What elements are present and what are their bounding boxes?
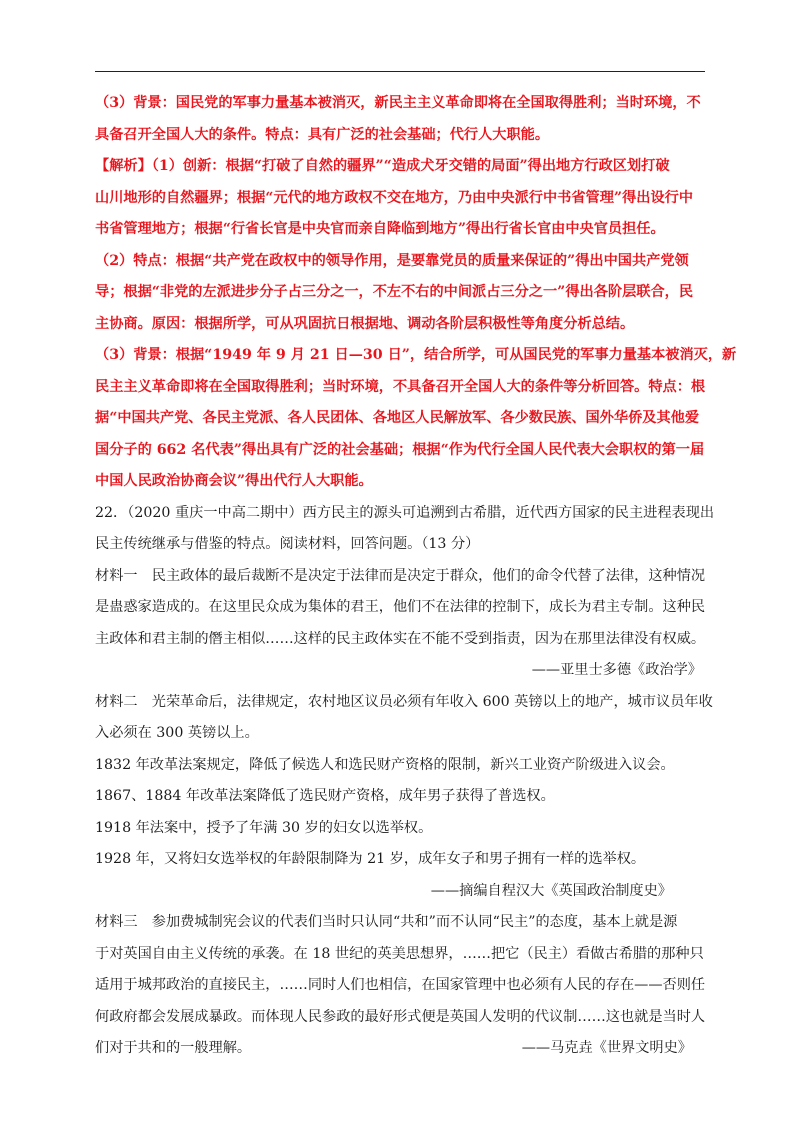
- analysis-part3-line: 国分子的 662 名代表”得出具有广泛的社会基础；根据“作为代行全国人民代表大会职权的第一届: [95, 441, 705, 458]
- material3-line: 材料三 参加费城制宪会议的代表们当时只认同“共和”而不认同“民主”的态度，基本上就是源: [95, 914, 678, 930]
- analysis-part1-line: 书省管理地方；根据“行省长官是中央官而亲自降临到地方”得出行省长官由中央官员担任。: [95, 221, 665, 237]
- analysis-text: （1）创新：根据“打破了自然的疆界”“造成犬牙交错的局面”得出地方行政区划打破: [151, 158, 670, 174]
- material2-line: 1928 年，又将妇女选举权的年龄限制降为 21 岁，成年女子和男子拥有一样的选举权。: [95, 851, 646, 867]
- material3-line: 们对于共和的一般理解。: [95, 1040, 252, 1056]
- material2-source: ——摘编自程汉大《英国政治制度史》: [430, 882, 672, 899]
- material1-line: 主政体和君主制的僭主相似……这样的民主政体实在不能不受到指责，因为在那里法律没有权威。: [95, 630, 706, 647]
- question-stem-line: 22．（2020 重庆一中高二期中）西方民主的源头可追溯到古希腊，近代西方国家的民主进程表现出: [95, 504, 715, 521]
- analysis-part3-line: 据“中国共产党、各民主党派、各人民团体、各地区人民解放军、各少数民族、国外华侨及其他爱: [95, 410, 700, 426]
- analysis-part1-line: [95, 151, 710, 183]
- material1-line: 是蛊惑家造成的。在这里民众成为集体的君王，他们不在法律的控制下，成长为君主专制。这种民: [95, 599, 706, 615]
- answer-part3-line: （3）背景：国民党的军事力量基本被消灭，新民主主义革命即将在全国取得胜利；当时环境，不: [95, 95, 701, 111]
- analysis-part2-line: （2）特点：根据“共产党在政权中的领导作用，是要靠党员的质量来保证的”得出中国共产党领: [95, 252, 689, 269]
- question-stem-line: 民主传统继承与借鉴的特点。阅读材料，回答问题。（13 分）: [95, 536, 480, 552]
- analysis-part3-line: 民主主义革命即将在全国取得胜利；当时环境，不具备召开全国人大的条件等分析回答。特点：根: [95, 378, 706, 395]
- material2-line: 材料二 光荣革命后，法律规定，农村地区议员必须有年收入 600 英镑以上的地产，城市议员年收: [95, 693, 713, 710]
- material2-line: 入必须在 300 英镑以上。: [95, 725, 259, 741]
- analysis-part2-line: 导；根据“非党的左派进步分子占三分之一，不左不右的中间派占三分之一”得出各阶层联合，民: [95, 284, 694, 300]
- material3-line: 适用于城邦政治的直接民主，……同时人们也相信，在国家管理中也必须有人民的存在——否则任: [95, 977, 706, 993]
- material1-line: 材料一 民主政体的最后裁断不是决定于法律而是决定于群众，他们的命令代替了法律，这种情况: [95, 567, 706, 584]
- material3-last-line: [95, 1033, 710, 1065]
- document-page: [95, 88, 737, 1065]
- analysis-part3-line: 中国人民政治协商会议”得出代行人大职能。: [95, 473, 373, 489]
- analysis-part1-line: 山川地形的自然疆界；根据“元代的地方政权不交在地方，乃由中央派行中书省管理”得出设行中: [95, 189, 694, 206]
- material3-source: ——马克垚《世界文明史》: [521, 1040, 692, 1056]
- header-rule: [95, 71, 705, 72]
- answer-part3-line: 具备召开全国人大的条件。特点：具有广泛的社会基础；代行人大职能。: [95, 126, 550, 143]
- analysis-part2-line: 主协商。原因：根据所学，可从巩固抗日根据地、调动各阶层积极性等角度分析总结。: [95, 315, 635, 332]
- material1-source: ——亚里士多德《政治学》: [531, 662, 702, 678]
- analysis-tag: 【解析】: [95, 158, 152, 174]
- material2-line: 1867、1884 年改革法案降低了选民财产资格，成年男子获得了普选权。: [95, 788, 555, 804]
- material2-line: 1832 年改革法案规定，降低了候选人和选民财产资格的限制，新兴工业资产阶级进入议会。: [95, 756, 675, 773]
- material2-line: 1918 年法案中，授予了年满 30 岁的妇女以选举权。: [95, 819, 433, 836]
- analysis-part3-line: （3）背景：根据“1949 年 9 月 21 日—30 日”，结合所学，可从国民党的军事力量基本被消灭，新: [95, 347, 737, 363]
- material3-line: 于对英国自由主义传统的承袭。在 18 世纪的英美思想界，……把它（民主）看做古希腊的那种只: [95, 945, 704, 962]
- material3-line: 何政府都会发展成暴政。而体现人民参政的最好形式便是英国人发明的代议制……这也就是当时人: [95, 1008, 706, 1025]
